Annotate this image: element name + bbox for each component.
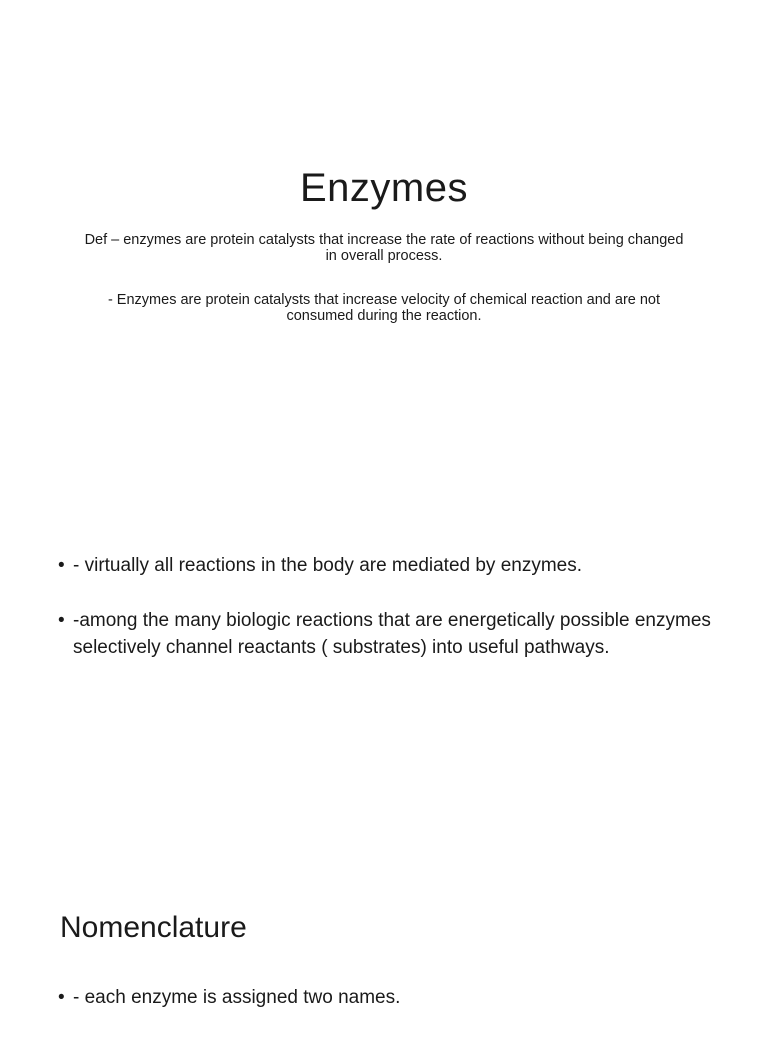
bullet-icon: • bbox=[58, 610, 65, 631]
bullet-text: - virtually all reactions in the body are mediated by enzymes. bbox=[73, 555, 583, 576]
bullet-icon: • bbox=[58, 987, 65, 1008]
bullet-text: - each enzyme is assigned two names. bbox=[73, 987, 401, 1008]
secondary-definition-paragraph: - Enzymes are protein catalysts that increase velocity of chemical reaction and are not consumed during the reaction. bbox=[107, 292, 661, 324]
list-item bbox=[58, 552, 718, 579]
slide-enzymes bbox=[0, 0, 768, 384]
slide-enzyme-role bbox=[0, 384, 768, 768]
list-item bbox=[58, 607, 718, 661]
bullet-icon: • bbox=[58, 555, 65, 576]
list-item bbox=[58, 984, 718, 1011]
slide-title: Enzymes bbox=[300, 166, 468, 210]
section-heading: Nomenclature bbox=[60, 911, 247, 944]
bullet-text: -among the many biologic reactions that are energetically possible enzymes selectively channel reactants ( substrates) into useful pathways. bbox=[73, 610, 711, 658]
bullet-list bbox=[58, 984, 718, 1039]
definition-paragraph: Def – enzymes are protein catalysts that increase the rate of reactions without being changed in overall process. bbox=[84, 232, 684, 264]
slide-nomenclature bbox=[0, 768, 768, 1024]
bullet-list bbox=[58, 552, 718, 689]
